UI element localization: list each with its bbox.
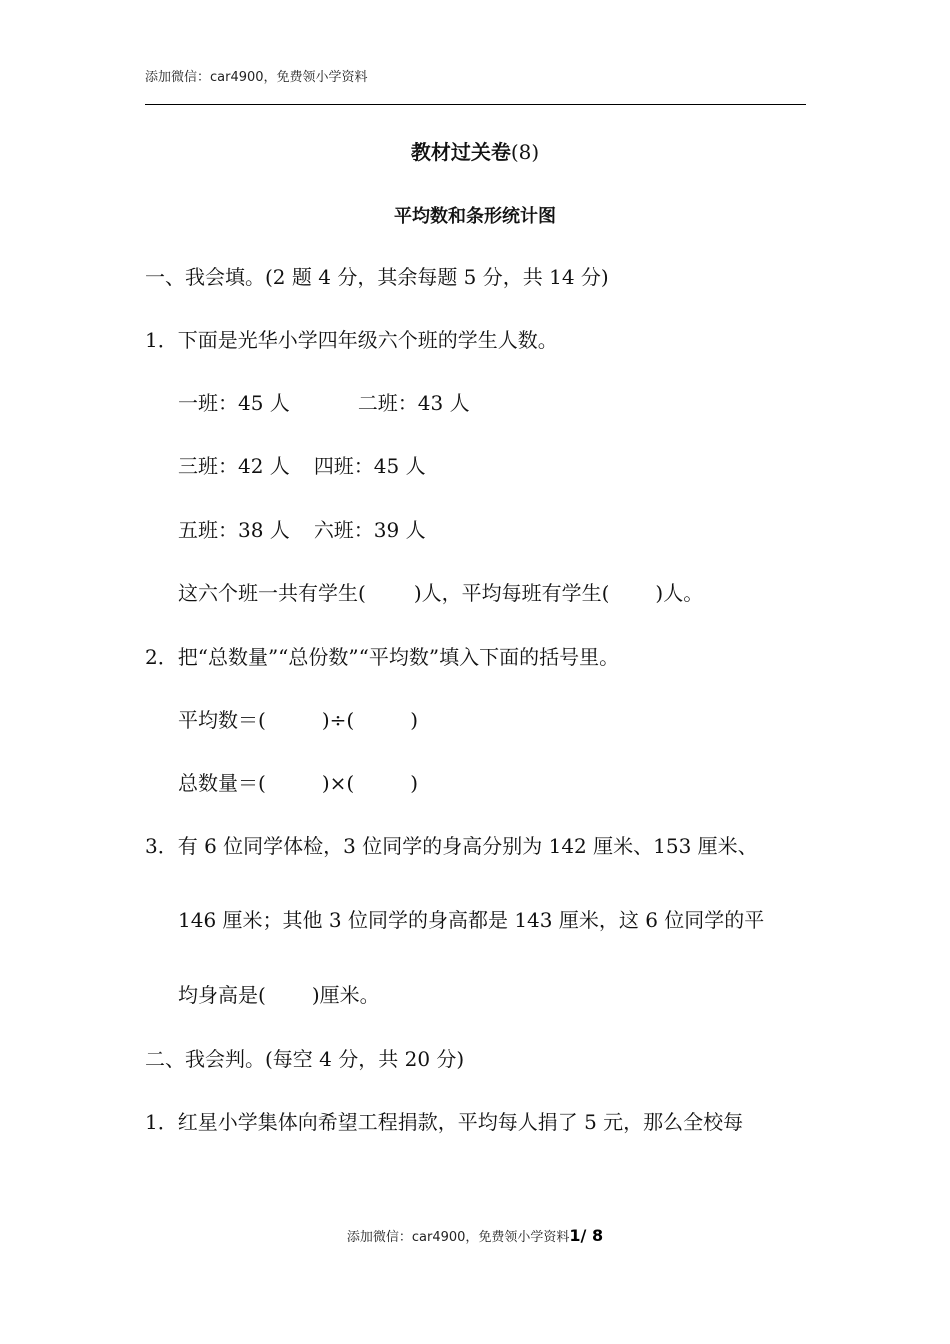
header-text: 添加微信：car4900，免费领小学资料: [145, 70, 368, 85]
header-divider: [145, 104, 806, 105]
class-row-2: [178, 453, 426, 479]
formula2-text-c: ): [410, 771, 418, 795]
title-number: (8): [510, 140, 540, 164]
formula1-text-b: )÷(: [321, 708, 355, 732]
section1-heading: 一、我会填。(2 题 4 分，其余每题 5 分，共 14 分): [145, 265, 609, 289]
class3-count: 三班：42 人: [178, 454, 290, 478]
class-row-1: [178, 390, 470, 416]
class2-count: 二班：43 人: [357, 391, 470, 415]
page-number: 1/ 8: [569, 1226, 604, 1245]
q3-line-2: 146 厘米；其他 3 位同学的身高都是 143 厘米，这 6 位同学的平: [178, 908, 765, 932]
q3-line-1: 3．有 6 位同学体检，3 位同学的身高分别为 142 厘米、153 厘米、: [145, 834, 758, 858]
page-subtitle: 平均数和条形统计图: [394, 206, 556, 227]
class4-count: 四班：45 人: [313, 454, 426, 478]
footer: [0, 1226, 950, 1245]
formula1-text-c: ): [410, 708, 418, 732]
class5-count: 五班：38 人: [178, 518, 290, 542]
q1-blank-line: [178, 580, 703, 606]
q3-line-3: [178, 982, 380, 1008]
formula2-text-b: )×(: [321, 771, 355, 795]
q3-text-a: 均身高是(: [178, 983, 266, 1007]
s2-q1-line-1: 1．红星小学集体向希望工程捐款，平均每人捐了 5 元，那么全校每: [145, 1110, 744, 1134]
q1-text: 1．下面是光华小学四年级六个班的学生人数。: [145, 328, 558, 352]
formula2-text-a: 总数量＝(: [178, 771, 266, 795]
class1-count: 一班：45 人: [178, 391, 290, 415]
page-title: [0, 136, 950, 165]
q2-formula-1: [178, 707, 418, 733]
q3-text-b: )厘米。: [311, 983, 380, 1007]
q2-text: 2．把“总数量”“总份数”“平均数”填入下面的括号里。: [145, 645, 620, 669]
q1-blank-text-b: )人，平均每班有学生(: [413, 581, 610, 605]
q2-formula-2: [178, 770, 418, 796]
q1-blank-text-a: 这六个班一共有学生(: [178, 581, 366, 605]
q1-blank-text-c: )人。: [655, 581, 704, 605]
title-main: 教材过关卷: [410, 140, 511, 164]
class6-count: 六班：39 人: [313, 518, 426, 542]
section2-heading: 二、我会判。(每空 4 分，共 20 分): [145, 1047, 465, 1071]
footer-text: 添加微信：car4900，免费领小学资料: [346, 1230, 570, 1245]
class-row-3: [178, 517, 426, 543]
formula1-text-a: 平均数＝(: [178, 708, 266, 732]
